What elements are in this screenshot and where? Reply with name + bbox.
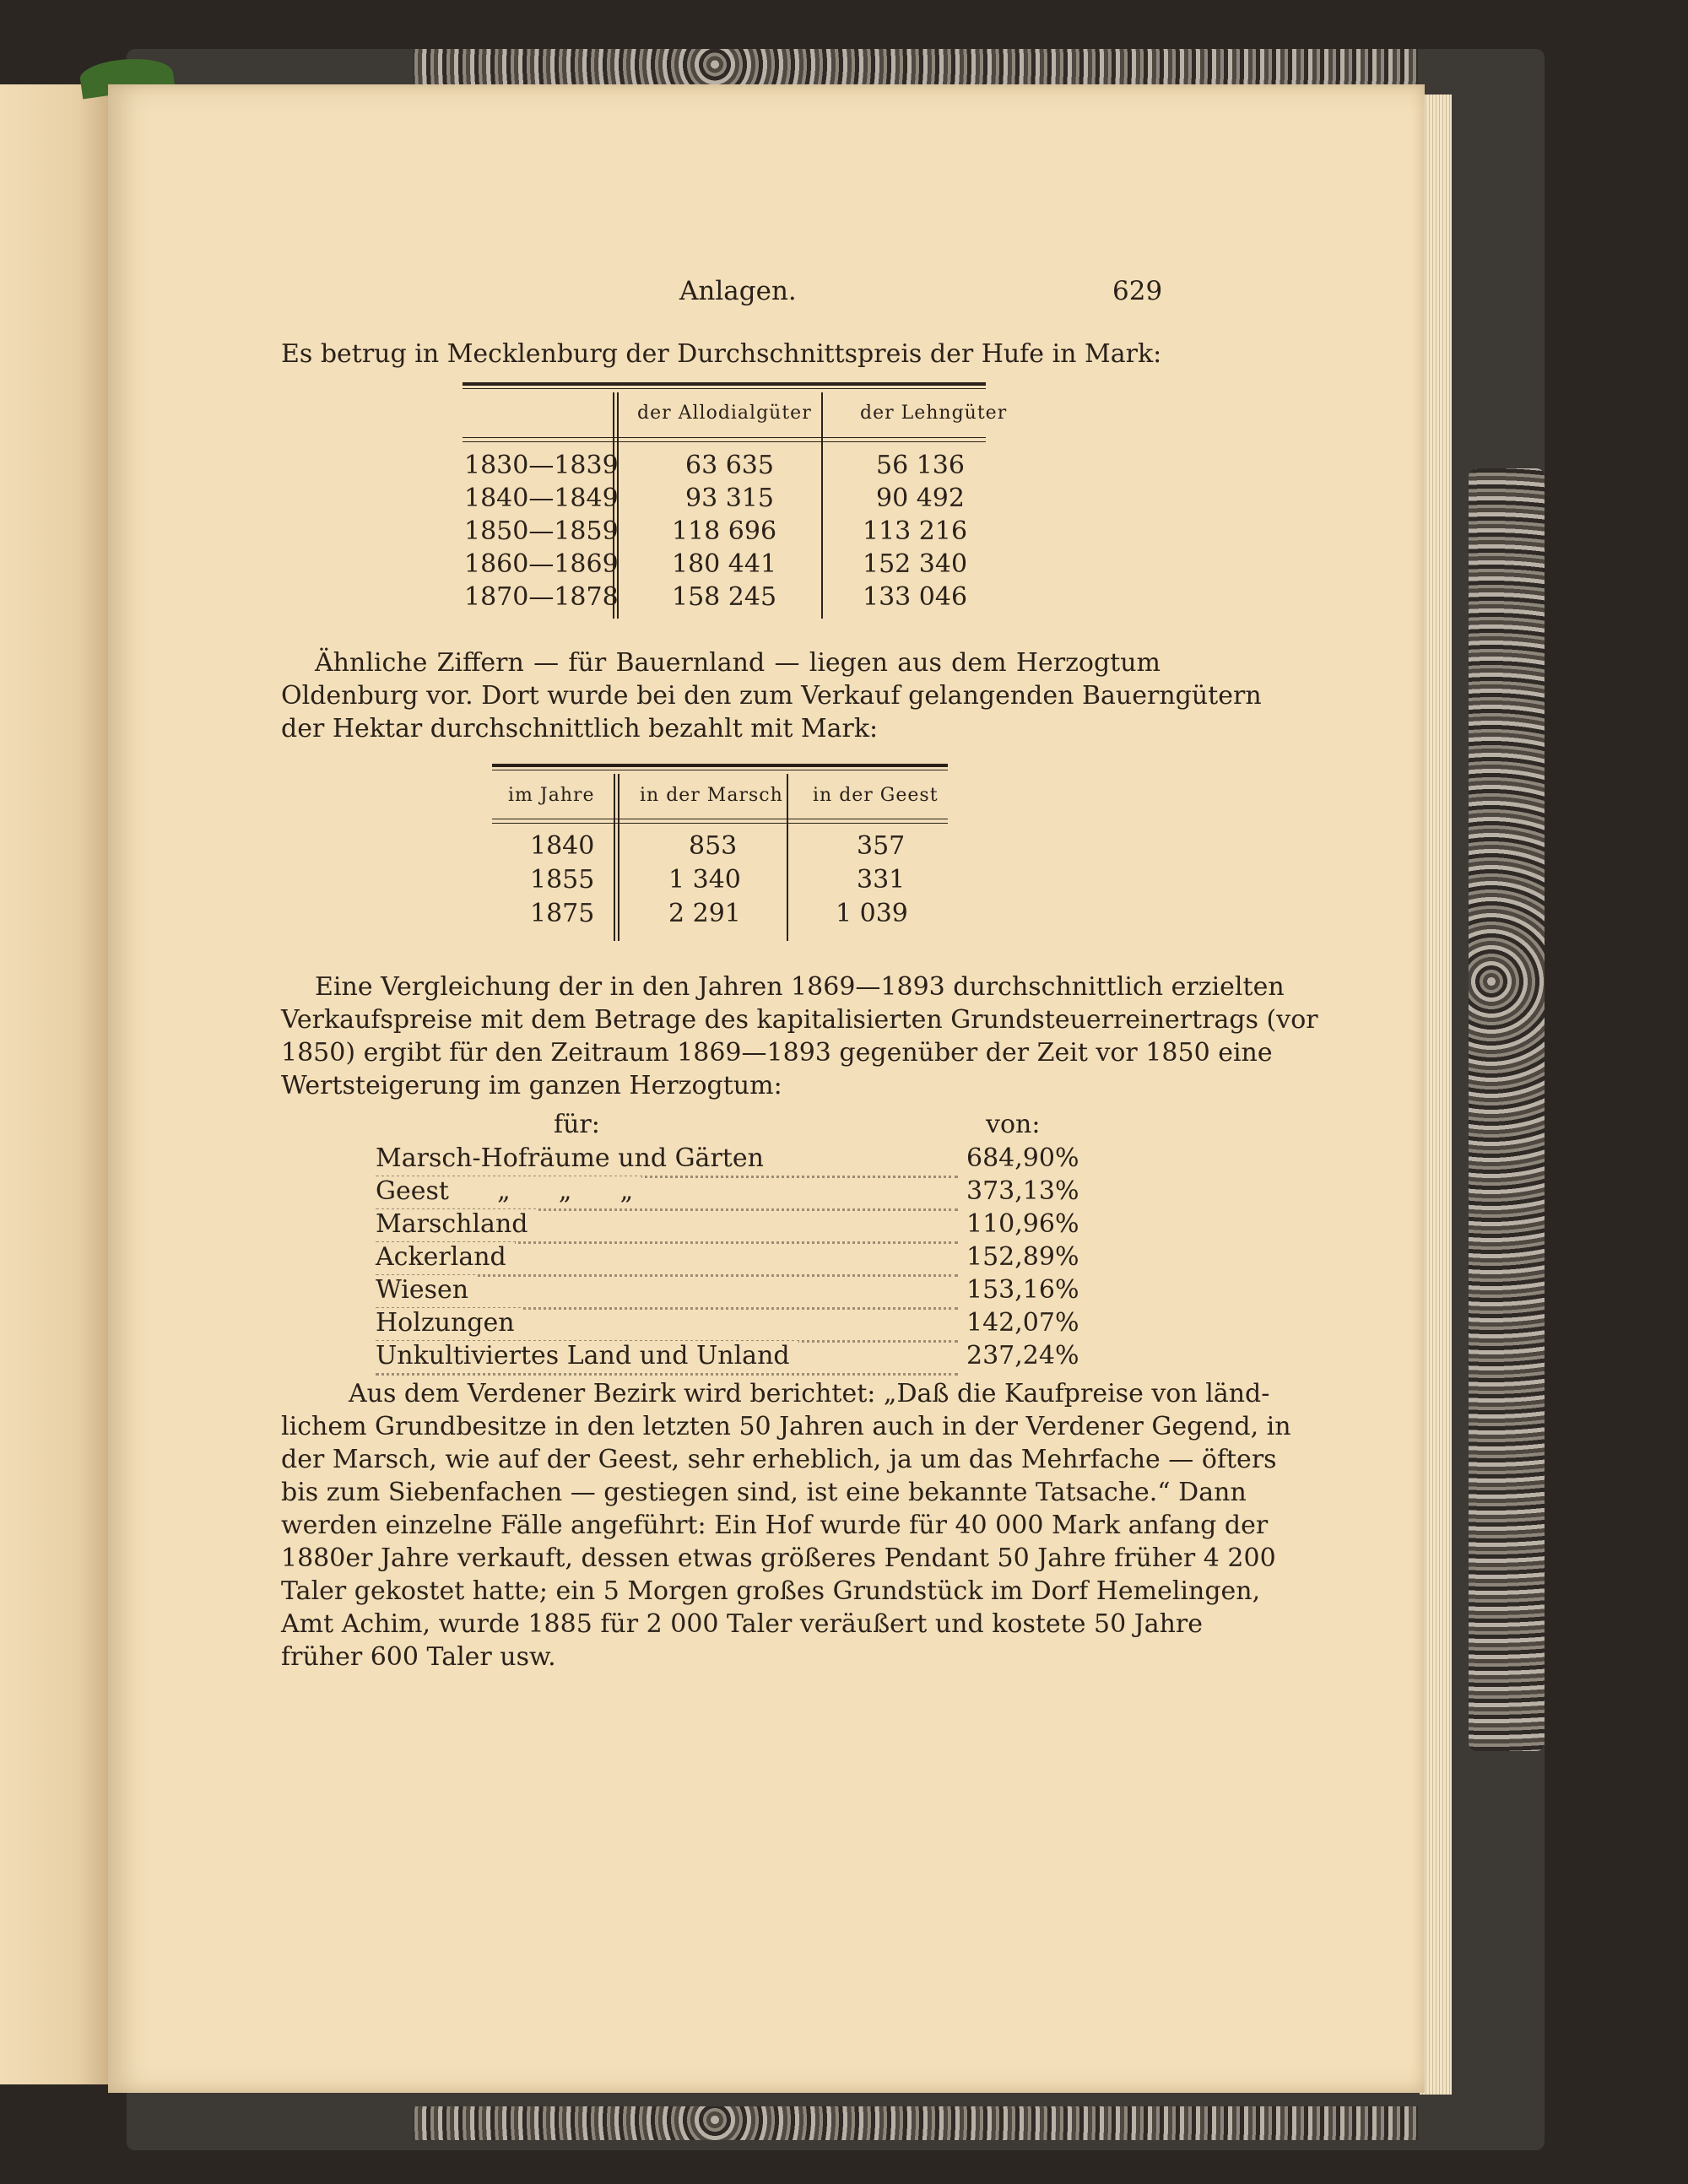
list-item: Marschland 110,96% [376,1209,1085,1241]
table-cell-value: 1 039 [836,899,908,928]
table-cell-period: 1850—1859 [464,516,619,546]
table-header-rule-2 [463,441,986,442]
facing-page-edge [0,84,110,2084]
table-cell-year: 1840 [530,831,595,861]
column-header: der Allodialgüter [637,403,812,424]
table-cell-value: 56 136 [876,451,965,480]
oldenburg-paragraph: Ähnliche Ziffern — für Bauernland — liegen aus dem Herzogtum Oldenburg vor. Dort wurde bei den zum Verkauf gelangenden Bauerngütern der Hektar durchschnittlich bezahlt mit Mark: [281,648,1262,743]
list-item: Ackerland 152,89% [376,1242,1085,1274]
table-cell-period: 1830—1839 [464,451,619,480]
list-item: Holzungen 142,07% [376,1308,1085,1340]
table-cell-value: 158 245 [672,582,777,612]
column-header: in der Geest [813,785,939,806]
table-cell-value: 2 291 [668,899,741,928]
table-top-rule [463,382,986,386]
running-head: Anlagen. [679,276,797,306]
table-cell-value: 133 046 [863,582,968,612]
marbled-binding-top [414,49,1418,88]
table-cell-value: 357 [857,831,906,861]
list-head-label: für: [554,1110,600,1139]
table-cell-year: 1855 [530,865,595,895]
marbled-binding-right [1469,468,1545,1751]
table-top-rule-thin [463,388,986,389]
table-header-rule [463,437,986,438]
table-cell-value: 118 696 [672,516,777,546]
table-cell-value: 113 216 [863,516,968,546]
marbled-binding-bottom [414,2106,1418,2140]
table-cell-period: 1840—1849 [464,484,619,513]
list-head-value: von: [986,1110,1041,1139]
table-header-rule-2 [492,823,948,824]
verden-paragraph: Aus dem Verdener Bezirk wird berichtet: „Daß die Kaufpreise von länd- lichem Grundbesitze in den letzten 50 Jahren auch in der Verdener Gegend, in der Marsch, wie auf der Geest, sehr erheblich, ja um das Mehrfache — öfters bis zum Siebenfachen — gestiegen sind, ist eine bekannte Tatsache.“ Dann werden einzelne Fälle angeführt: Ein Hof wurde für 40 000 Mark anfang der 1880er Jahre verkauft, dessen etwas größeres Pendant 50 Jahre früher 4 200 Taler gekostet hatte; ein 5 Morgen großes Grundstück im Dorf Hemelingen, Amt Achim, wurde 1885 für 2 000 Taler veräußert und kostete 50 Jahre früher 600 Taler usw. [281,1379,1291,1672]
list-item: Marsch-Hofräume und Gärten 684,90% [376,1143,1085,1176]
list-item: Unkultiviertes Land und Unland 237,24% [376,1341,1085,1373]
table-cell-value: 853 [689,831,738,861]
column-header: in der Marsch [640,785,783,806]
page-number: 629 [1112,276,1163,306]
table-cell-year: 1875 [530,899,595,928]
table-cell-value: 63 635 [685,451,774,480]
column-header: der Lehngüter [860,403,1008,424]
table-cell-value: 1 340 [668,865,741,895]
column-header: im Jahre [508,785,595,806]
vergleichung-paragraph: Eine Vergleichung der in den Jahren 1869—1893 durchschnittlich erzielten Verkaufspreise mit dem Betrage des kapitalisierten Grundsteuerreinertrags (vor 1850) ergibt für den Zeitraum 1869—1893 gegenüber der Zeit vor 1850 eine Wertsteigerung im ganzen Herzogtum: [281,972,1318,1100]
table-cell-period: 1860—1869 [464,549,619,579]
table-cell-value: 331 [857,865,906,895]
table-col-divider-3 [821,392,823,619]
table-col-divider-3 [787,774,788,941]
table-col-divider [614,774,615,941]
table-cell-value: 90 492 [876,484,965,513]
list-item: Geest „ „ „ 373,13% [376,1176,1085,1208]
table-cell-period: 1870—1878 [464,582,619,612]
table-cell-value: 93 315 [685,484,774,513]
table-top-rule [492,764,948,767]
table-cell-value: 180 441 [672,549,777,579]
intro-paragraph: Es betrug in Mecklenburg der Durchschnittspreis der Hufe in Mark: [281,339,1162,369]
table-col-divider-2 [618,774,619,941]
list-item: Wiesen 153,16% [376,1275,1085,1307]
table-cell-value: 152 340 [863,549,968,579]
